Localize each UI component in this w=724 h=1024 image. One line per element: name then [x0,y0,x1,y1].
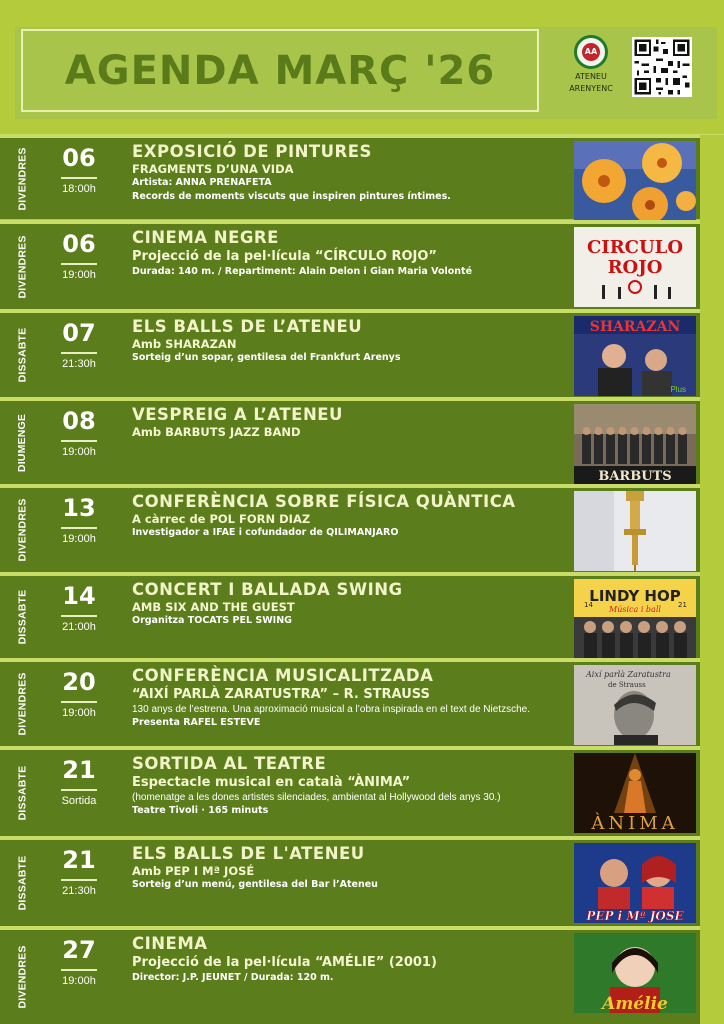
event-info [132,844,568,892]
event-info [132,405,568,439]
event-title: CONFERÈNCIA SOBRE FÍSICA QUÀNTICA [132,492,516,511]
date-box [47,313,111,397]
barbuts-band-photo [574,404,696,484]
event-row [0,576,724,658]
date-box [47,930,111,1024]
event-detail-1: Artista: ANNA PRENAFETA [132,177,272,188]
event-info [132,317,568,365]
row-separator [0,572,724,576]
lindy-hop-poster [574,579,696,659]
svg-text:Música i ball: Música i ball [609,605,661,614]
event-info [132,142,568,204]
day-of-week: DIVENDRES [16,945,29,1009]
date-divider [61,440,97,442]
row-separator [0,134,724,138]
event-row [0,488,724,572]
event-time: 19:00h [62,446,96,458]
event-subtitle: Amb SHARAZAN [132,337,237,351]
logo-emblem-icon [574,35,608,69]
header [15,27,717,119]
event-detail-1: Investigador a IFAE i cofundador de QILIMANJARO [132,527,399,538]
date-box [47,576,111,658]
logo-text-2: ARENYENC [569,84,613,93]
event-row [0,401,724,484]
event-day: 14 [62,582,96,610]
date-divider [61,789,97,791]
event-day: 13 [62,494,96,522]
circulo-rojo-poster [574,227,696,307]
row-separator [0,484,724,488]
event-detail-2: Presenta RAFEL ESTEVE [132,717,261,728]
event-info [132,666,568,730]
event-title: EXPOSICIÓ DE PINTURES [132,142,372,161]
title-frame [21,29,539,112]
date-divider [61,352,97,354]
day-of-week: DISSABTE [16,327,29,383]
event-row [0,662,724,746]
svg-text:14: 14 [584,601,593,609]
date-box [47,488,111,572]
date-box [47,662,111,746]
day-of-week: DISSABTE [16,855,29,911]
event-row [0,313,724,397]
svg-text:CIRCULO: CIRCULO [586,237,684,258]
row-separator [0,397,724,401]
event-row [0,750,724,836]
svg-text:Amélie: Amélie [602,994,668,1013]
event-title: ELS BALLS DE L’ATENEU [132,317,363,336]
event-subtitle: FRAGMENTS D’UNA VIDA [132,162,294,176]
event-day: 06 [62,144,96,172]
event-row [0,138,724,219]
event-time: 19:00h [62,533,96,545]
date-divider [61,969,97,971]
anima-poster [574,753,696,833]
amelie-poster [574,933,696,1013]
event-detail-1: Sorteig d’un sopar, gentilesa del Frankfurt Arenys [132,352,401,363]
svg-text:de Strauss: de Strauss [608,681,646,689]
day-of-week: DIVENDRES [16,234,29,299]
event-title: CINEMA NEGRE [132,228,279,247]
event-subtitle: “AIXÍ PARLÀ ZARATUSTRA” – R. STRAUSS [132,687,430,702]
date-box [47,750,111,836]
event-row [0,930,724,1024]
event-title: ELS BALLS DE L'ATENEU [132,844,365,863]
event-day: 07 [62,319,96,347]
row-separator [0,220,724,224]
day-of-week: DISSABTE [16,589,29,645]
day-of-week: DIVENDRES [16,498,29,562]
row-separator [0,926,724,930]
event-info [132,228,568,279]
event-detail-1: Director: J.P. JEUNET / Durada: 120 m. [132,972,334,983]
event-day: 21 [62,756,96,784]
event-time: Sortida [61,795,97,807]
date-box [47,840,111,926]
event-detail-2: Records de moments viscuts que inspiren pintures íntimes. [132,191,451,202]
svg-text:Plus: Plus [670,385,686,394]
event-info [132,934,568,985]
event-subtitle: AMB SIX AND THE GUEST [132,600,295,614]
event-subtitle: Projecció de la pel·lícula “AMÉLIE” (2001) [132,955,437,970]
sharazan-band-photo [574,316,696,396]
event-title: SORTIDA AL TEATRE [132,754,327,773]
svg-text:Així parlà Zaratustra: Així parlà Zaratustra [586,670,671,679]
event-title: CONCERT I BALLADA SWING [132,580,403,599]
event-time: 21:30h [62,358,96,370]
event-subtitle: A càrrec de POL FORN DIAZ [132,512,311,526]
event-time: 19:00h [62,975,96,987]
row-separator [0,836,724,840]
day-of-week: DISSABTE [16,765,29,821]
event-row [0,224,724,309]
event-info [132,580,568,628]
event-detail-2: Teatre Tivoli · 165 minuts [132,805,269,816]
event-day: 06 [62,230,96,258]
event-subtitle: Espectacle musical en català “ÀNIMA” [132,775,411,790]
svg-text:BARBUTS: BARBUTS [598,469,672,484]
strauss-portrait [574,665,696,745]
right-margin-strip [700,135,724,1024]
event-day: 08 [62,407,96,435]
date-divider [61,527,97,529]
qr-code-icon[interactable] [632,37,692,97]
page-title: AGENDA MARÇ '26 [64,47,496,94]
day-of-week: DIVENDRES [16,672,29,736]
svg-text:PEP i Mª JOSE: PEP i Mª JOSE [586,909,684,923]
svg-text:ROJO: ROJO [607,257,663,278]
event-title: CINEMA [132,934,208,953]
ateneu-logo [563,35,619,115]
date-divider [61,615,97,617]
date-box [47,401,111,484]
row-separator [0,658,724,662]
logo-text-1: ATENEU [575,72,607,81]
event-info [132,754,568,818]
date-divider [61,879,97,881]
event-day: 21 [62,846,96,874]
event-detail-1: 130 anys de l’estrena. Una aproximació musical a l’obra inspirada en el text de Nietzsche. [132,704,530,715]
event-subtitle: Amb PEP I Mª JOSÉ [132,864,255,878]
svg-text:SHARAZAN: SHARAZAN [589,319,681,335]
event-time: 21:00h [62,621,96,633]
event-day: 27 [62,936,96,964]
event-subtitle: Projecció de la pel·lícula “CÍRCULO ROJO” [132,249,437,264]
date-box [47,224,111,309]
svg-text:ÀNIMA: ÀNIMA [591,813,679,833]
event-time: 21:30h [62,885,96,897]
event-time: 18:00h [62,183,96,195]
event-detail-1: Organitza TOCATS PEL SWING [132,615,292,626]
event-title: CONFERÈNCIA MUSICALITZADA [132,666,434,685]
event-time: 19:00h [62,707,96,719]
painting-flowers-image [574,141,696,221]
pep-i-ma-jose-photo [574,843,696,923]
svg-text:LINDY HOP: LINDY HOP [589,587,681,605]
row-separator [0,746,724,750]
event-detail-1: Durada: 140 m. / Repartiment: Alain Delon i Gian Maria Volonté [132,266,473,277]
date-divider [61,177,97,179]
row-separator [0,309,724,313]
quantum-computer-image [574,491,696,571]
svg-text:21: 21 [678,601,687,609]
event-detail-1: (homenatge a les dones artistes silenciades, ambientat al Hollywood dels anys 30.) [132,792,501,803]
event-detail-1: Sorteig d’un menú, gentilesa del Bar l’Ateneu [132,879,378,890]
date-divider [61,263,97,265]
event-day: 20 [62,668,96,696]
date-divider [61,701,97,703]
event-info [132,492,568,540]
date-box [47,138,111,219]
day-of-week: DIVENDRES [16,146,29,211]
logo-initials: AA [582,43,600,61]
event-title: VESPREIG A L’ATENEU [132,405,343,424]
event-row [0,840,724,926]
event-subtitle: Amb BARBUTS JAZZ BAND [132,425,301,439]
day-of-week: DIUMENGE [16,413,29,472]
event-time: 19:00h [62,269,96,281]
